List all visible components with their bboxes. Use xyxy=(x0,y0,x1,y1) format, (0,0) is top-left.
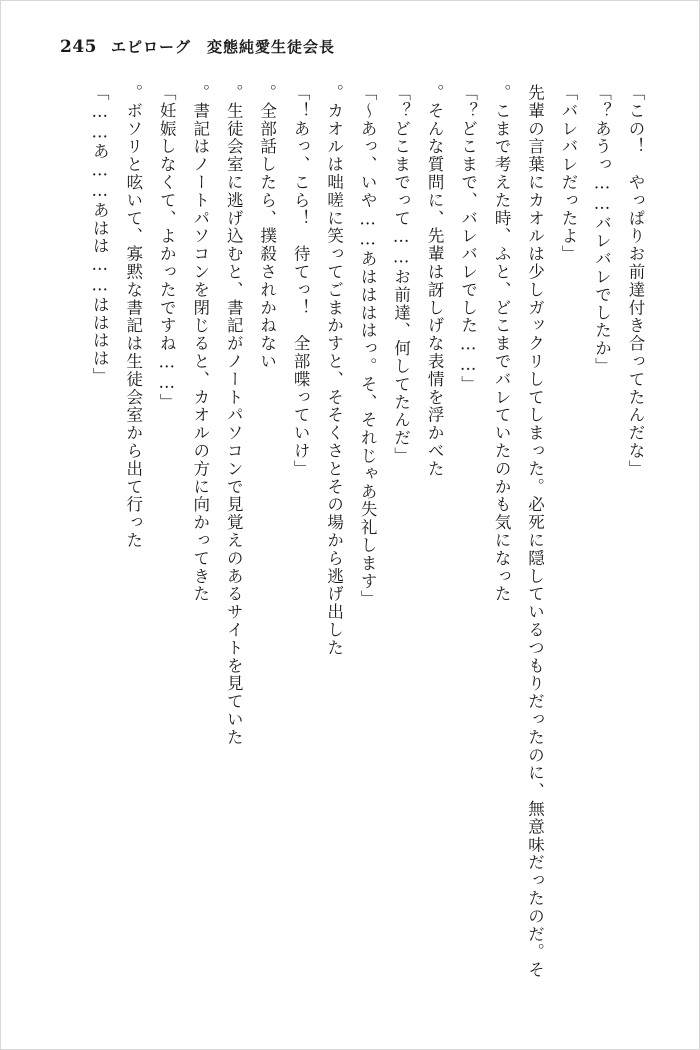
body-paragraph: 「……妊娠しなくて、よかったですね」 xyxy=(157,84,177,412)
body-paragraph: 「あうっ……バレバレでしたか？」 xyxy=(592,84,612,376)
body-paragraph: 「あっ、いや……あははははっ。そ、それじゃあ失礼します〜」 xyxy=(358,84,378,609)
vertical-text-block xyxy=(48,84,652,1014)
body-paragraph: そんな質問に、先輩は訝しげな表情を浮かべた。 xyxy=(425,84,445,496)
body-paragraph: 「この！ やっぱりお前達付き合ってたんだな」 xyxy=(626,84,645,478)
body-text-area xyxy=(48,84,652,1014)
body-paragraph: 「バレバレだったよ」 xyxy=(559,84,579,264)
body-paragraph: 「……どこまで、バレバレでした？」 xyxy=(458,84,478,394)
body-paragraph: 先輩の言葉にカオルは少しガックリしてしまった。必死に隠しているつもりだったのに、無意味だったのだ。そこまで考えた時、ふと、どこまでバレていたのかも気になった。 xyxy=(492,84,545,997)
page-number: 245 xyxy=(60,37,97,57)
body-paragraph: 書記はノートパソコンを閉じると、カオルの方に向かってきた。 xyxy=(190,84,210,622)
body-paragraph: カオルは咄嗟に笑ってごまかすと、そそくさとその場から逃げ出した。 xyxy=(324,84,344,675)
body-paragraph: 「どこまでって……お前達、何してたんだ？」 xyxy=(391,84,411,465)
running-head: エピローグ 変態純愛生徒会長 xyxy=(111,38,336,56)
body-paragraph: 「あ……あはは……はははは……」 xyxy=(90,84,110,386)
body-paragraph: ボソリと呟いて、寡黙な書記は生徒会室から出て行った。 xyxy=(123,84,143,568)
page-header xyxy=(60,36,335,57)
body-paragraph: 「あっ、こら！ 待てっ！ 全部喋っていけ！」 xyxy=(291,84,311,478)
body-paragraph: 生徒会室に逃げ込むと、書記がノートパソコンで見覚えのあるサイトを見ていた。 xyxy=(224,84,244,765)
body-paragraph: 全部話したら、撲殺されかねない。 xyxy=(257,84,277,389)
